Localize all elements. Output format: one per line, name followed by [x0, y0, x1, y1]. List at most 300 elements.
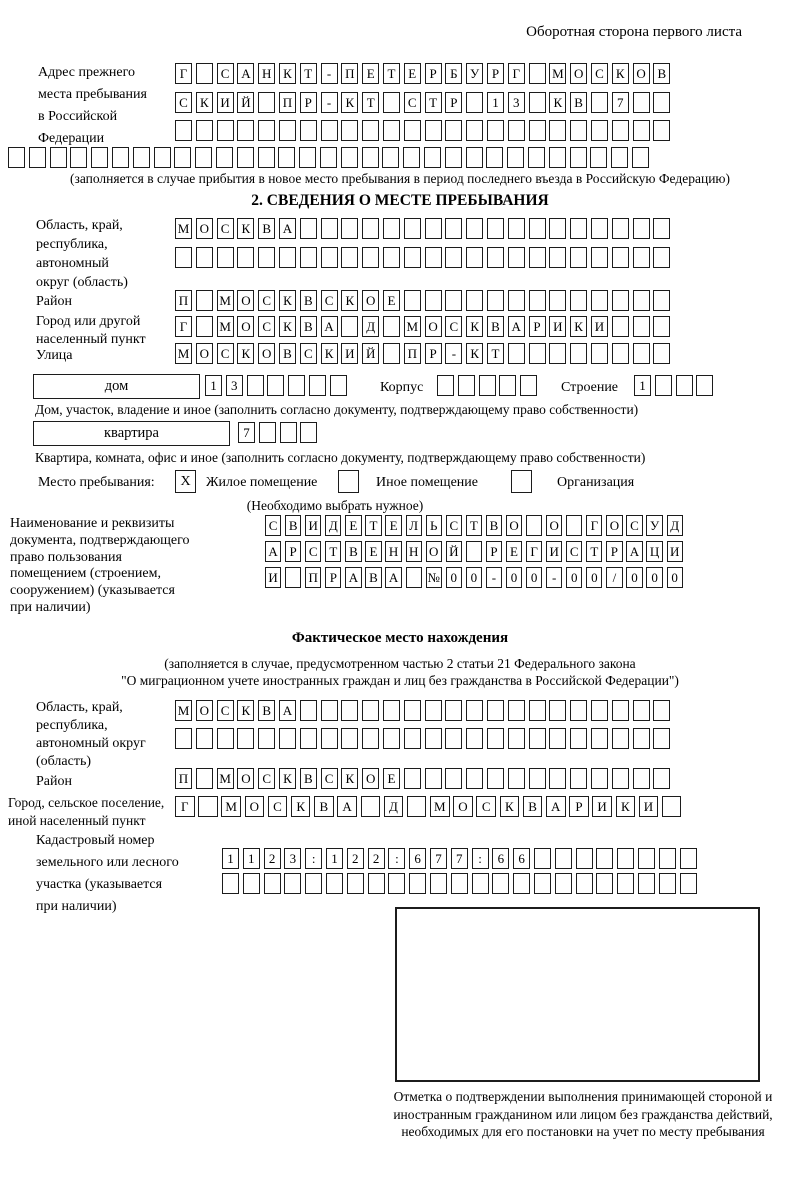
char-cell: 1 — [222, 848, 239, 869]
char-cell — [508, 700, 525, 721]
char-cell: К — [279, 290, 296, 311]
char-cell: Д — [325, 515, 341, 536]
char-cell — [596, 848, 613, 869]
cadastre-label-line: при наличии) — [36, 899, 117, 914]
char-cell — [513, 873, 530, 894]
char-cell — [368, 873, 385, 894]
char-cell — [549, 700, 566, 721]
char-cell: С — [476, 796, 496, 817]
char-cell: Е — [506, 541, 522, 562]
char-cell: Г — [586, 515, 602, 536]
char-cell — [633, 768, 650, 789]
char-cell — [508, 290, 525, 311]
doc-label-line: сооружением) (указывается — [10, 583, 175, 599]
char-cell — [29, 147, 46, 168]
char-cell — [611, 147, 628, 168]
char-cell — [258, 92, 275, 113]
char-cell: Е — [345, 515, 361, 536]
char-cell: С — [305, 541, 321, 562]
char-cell: 0 — [446, 567, 462, 588]
char-cell: М — [217, 316, 234, 337]
char-cell: 6 — [492, 848, 509, 869]
char-cell: О — [196, 700, 213, 721]
char-cell: Р — [425, 343, 442, 364]
prev-address-label-line: Адрес прежнего — [38, 65, 135, 80]
char-cell: К — [341, 768, 358, 789]
char-cell — [549, 343, 566, 364]
char-cell — [425, 728, 442, 749]
char-cell: Г — [526, 541, 542, 562]
char-cell: Т — [586, 541, 602, 562]
actual-region-label-line: республика, — [36, 718, 108, 733]
char-cell: 3 — [508, 92, 525, 113]
char-cell: К — [341, 290, 358, 311]
char-cell — [247, 375, 264, 396]
char-cell — [466, 247, 483, 268]
char-cell: : — [388, 848, 405, 869]
char-cell: В — [258, 218, 275, 239]
doc-row-3 — [265, 567, 687, 588]
char-cell — [487, 290, 504, 311]
char-cell: М — [217, 768, 234, 789]
char-cell — [570, 247, 587, 268]
char-cell — [445, 120, 462, 141]
char-cell: К — [196, 92, 213, 113]
char-cell: О — [362, 290, 379, 311]
char-cell — [570, 343, 587, 364]
char-cell — [570, 218, 587, 239]
char-cell: В — [279, 343, 296, 364]
char-cell — [662, 796, 682, 817]
actual-region-label — [36, 699, 146, 771]
char-cell — [196, 120, 213, 141]
char-cell: С — [445, 316, 462, 337]
char-cell — [466, 700, 483, 721]
char-cell: А — [279, 700, 296, 721]
char-cell — [487, 700, 504, 721]
checkbox-organization — [511, 470, 532, 493]
char-cell — [341, 728, 358, 749]
char-cell: С — [217, 218, 234, 239]
char-cell — [445, 700, 462, 721]
char-cell — [259, 422, 276, 443]
char-cell — [278, 147, 295, 168]
checkbox-mark: X — [180, 473, 191, 489]
char-cell: А — [508, 316, 525, 337]
char-cell: 0 — [526, 567, 542, 588]
cadastre-row-1 — [222, 848, 700, 869]
char-cell — [633, 218, 650, 239]
char-cell: С — [446, 515, 462, 536]
char-cell — [479, 375, 496, 396]
char-cell: О — [237, 316, 254, 337]
char-cell — [653, 218, 670, 239]
char-cell — [466, 218, 483, 239]
char-cell: Ц — [646, 541, 662, 562]
char-cell: С — [175, 92, 192, 113]
char-cell: 0 — [506, 567, 522, 588]
char-cell — [279, 120, 296, 141]
char-cell: 6 — [409, 848, 426, 869]
char-cell: Ь — [426, 515, 442, 536]
stay-type-label: Место пребывания: — [38, 475, 155, 490]
char-cell: С — [626, 515, 642, 536]
char-cell — [633, 247, 650, 268]
char-cell — [362, 728, 379, 749]
char-cell — [300, 422, 317, 443]
char-cell — [487, 218, 504, 239]
char-cell — [406, 567, 422, 588]
char-cell — [570, 290, 587, 311]
char-cell: / — [606, 567, 622, 588]
char-cell: 6 — [513, 848, 530, 869]
char-cell: К — [549, 92, 566, 113]
char-cell — [529, 728, 546, 749]
char-cell — [549, 768, 566, 789]
char-cell — [309, 375, 326, 396]
char-cell — [466, 768, 483, 789]
char-cell: А — [626, 541, 642, 562]
prev-address-row-4 — [8, 147, 653, 168]
char-cell: В — [314, 796, 334, 817]
actual-district-label: Район — [36, 774, 72, 789]
char-cell: С — [321, 290, 338, 311]
char-cell — [591, 343, 608, 364]
char-cell — [330, 375, 347, 396]
char-cell: Р — [606, 541, 622, 562]
char-cell — [217, 120, 234, 141]
stay-type-note: (Необходимо выбрать нужное) — [246, 498, 424, 513]
char-cell — [633, 316, 650, 337]
region-label-line: республика, — [36, 237, 108, 252]
char-cell: Л — [406, 515, 422, 536]
char-cell — [437, 375, 454, 396]
char-cell — [492, 873, 509, 894]
option-residential-premises-label: Жилое помещение — [206, 475, 318, 490]
char-cell — [596, 873, 613, 894]
char-cell: Й — [446, 541, 462, 562]
char-cell: С — [217, 700, 234, 721]
char-cell — [659, 873, 676, 894]
char-cell — [445, 218, 462, 239]
char-cell — [638, 848, 655, 869]
prev-address-row-2 — [175, 92, 674, 113]
char-cell: 3 — [284, 848, 301, 869]
char-cell — [576, 873, 593, 894]
char-cell: П — [305, 567, 321, 588]
char-cell — [653, 290, 670, 311]
char-cell: Т — [466, 515, 482, 536]
char-cell: К — [616, 796, 636, 817]
char-cell: С — [217, 63, 234, 84]
char-cell — [508, 768, 525, 789]
char-cell — [361, 796, 381, 817]
char-cell: С — [265, 515, 281, 536]
char-cell: П — [175, 768, 192, 789]
char-cell: М — [175, 700, 192, 721]
char-cell: Т — [383, 63, 400, 84]
char-cell: М — [175, 343, 192, 364]
char-cell: В — [570, 92, 587, 113]
district-row — [175, 290, 674, 311]
char-cell: И — [305, 515, 321, 536]
char-cell — [321, 700, 338, 721]
char-cell — [549, 218, 566, 239]
char-cell — [258, 120, 275, 141]
char-cell — [529, 92, 546, 113]
char-cell: К — [500, 796, 520, 817]
char-cell — [425, 290, 442, 311]
char-cell — [222, 873, 239, 894]
cadastre-row-2 — [222, 873, 700, 894]
char-cell: И — [592, 796, 612, 817]
char-cell: Н — [385, 541, 401, 562]
char-cell — [590, 147, 607, 168]
char-cell — [8, 147, 25, 168]
char-cell: В — [653, 63, 670, 84]
char-cell — [591, 768, 608, 789]
char-cell — [526, 515, 542, 536]
char-cell — [217, 728, 234, 749]
char-cell — [633, 290, 650, 311]
char-cell: О — [506, 515, 522, 536]
char-cell: В — [300, 316, 317, 337]
char-cell — [445, 247, 462, 268]
prev-address-note: (заполняется в случае прибытия в новое место пребывания в период последнего въезда в Российскую Федерацию) — [69, 171, 731, 186]
char-cell: А — [385, 567, 401, 588]
actual-location-title: Фактическое место нахождения — [291, 630, 509, 646]
char-cell — [300, 218, 317, 239]
char-cell — [321, 247, 338, 268]
char-cell: К — [612, 63, 629, 84]
char-cell: А — [345, 567, 361, 588]
char-cell: 7 — [451, 848, 468, 869]
char-cell — [466, 541, 482, 562]
prev-address-label-line: места пребывания — [38, 87, 147, 102]
actual-region-row-2 — [175, 728, 674, 749]
char-cell — [655, 375, 672, 396]
char-cell — [591, 247, 608, 268]
char-cell — [175, 728, 192, 749]
char-cell: К — [237, 218, 254, 239]
char-cell: Д — [384, 796, 404, 817]
char-cell — [696, 375, 713, 396]
char-cell — [632, 147, 649, 168]
char-cell: 2 — [347, 848, 364, 869]
char-cell — [383, 120, 400, 141]
char-cell: 0 — [667, 567, 683, 588]
char-cell — [237, 728, 254, 749]
char-cell — [404, 728, 421, 749]
char-cell — [570, 728, 587, 749]
char-cell: 2 — [368, 848, 385, 869]
char-cell — [591, 728, 608, 749]
char-cell — [425, 700, 442, 721]
char-cell: - — [486, 567, 502, 588]
doc-label-line: право пользования — [10, 549, 122, 565]
char-cell: К — [570, 316, 587, 337]
char-cell: Г — [175, 796, 195, 817]
char-cell — [175, 120, 192, 141]
actual-location-note-1: (заполняется в случае, предусмотренном частью 2 статьи 21 Федерального закона — [164, 656, 636, 671]
char-cell — [300, 700, 317, 721]
char-cell — [566, 515, 582, 536]
char-cell — [198, 796, 218, 817]
char-cell — [487, 768, 504, 789]
char-cell — [570, 147, 587, 168]
char-cell — [520, 375, 537, 396]
char-cell: А — [265, 541, 281, 562]
char-cell — [258, 247, 275, 268]
char-cell — [425, 218, 442, 239]
char-cell — [174, 147, 191, 168]
char-cell: А — [337, 796, 357, 817]
char-cell: Т — [487, 343, 504, 364]
char-cell — [529, 768, 546, 789]
char-cell — [508, 728, 525, 749]
char-cell — [425, 247, 442, 268]
char-cell — [404, 120, 421, 141]
char-cell — [507, 147, 524, 168]
char-cell: К — [466, 316, 483, 337]
char-cell: И — [639, 796, 659, 817]
char-cell — [424, 147, 441, 168]
char-cell — [466, 290, 483, 311]
char-cell — [383, 343, 400, 364]
char-cell — [409, 873, 426, 894]
char-cell: О — [570, 63, 587, 84]
char-cell — [403, 147, 420, 168]
char-cell: М — [549, 63, 566, 84]
prev-address-row-1 — [175, 63, 674, 84]
char-cell — [653, 316, 670, 337]
cadastre-label — [36, 830, 179, 918]
char-cell — [70, 147, 87, 168]
char-cell — [280, 422, 297, 443]
char-cell: К — [466, 343, 483, 364]
char-cell — [633, 728, 650, 749]
char-cell — [653, 768, 670, 789]
char-cell: С — [258, 316, 275, 337]
char-cell — [508, 218, 525, 239]
char-cell: Т — [365, 515, 381, 536]
apartment-box: квартира — [33, 421, 230, 446]
char-cell: К — [279, 768, 296, 789]
char-cell: Д — [667, 515, 683, 536]
checkbox-other-premises — [338, 470, 359, 493]
char-cell — [508, 247, 525, 268]
char-cell: Д — [362, 316, 379, 337]
char-cell — [458, 375, 475, 396]
char-cell — [258, 728, 275, 749]
char-cell: М — [221, 796, 241, 817]
actual-region-label-line: автономный округ — [36, 736, 146, 751]
apartment-note: Квартира, комната, офис и иное (заполнить согласно документу, подтверждающему право собственности) — [35, 450, 646, 465]
char-cell — [404, 218, 421, 239]
actual-region-label-line: (область) — [36, 754, 92, 769]
option-other-premises-label: Иное помещение — [376, 475, 478, 490]
char-cell: А — [279, 218, 296, 239]
char-cell — [264, 873, 281, 894]
char-cell: Р — [325, 567, 341, 588]
char-cell — [612, 218, 629, 239]
char-cell — [279, 728, 296, 749]
char-cell — [175, 247, 192, 268]
city-label — [36, 313, 146, 349]
char-cell — [576, 848, 593, 869]
city-row — [175, 316, 674, 337]
char-cell — [383, 247, 400, 268]
char-cell — [112, 147, 129, 168]
char-cell: Е — [365, 541, 381, 562]
char-cell: П — [404, 343, 421, 364]
char-cell — [549, 120, 566, 141]
region-label-line: округ (область) — [36, 275, 128, 290]
char-cell — [570, 768, 587, 789]
char-cell: - — [321, 92, 338, 113]
char-cell: М — [217, 290, 234, 311]
char-cell — [653, 700, 670, 721]
char-cell — [591, 290, 608, 311]
char-cell: 1 — [487, 92, 504, 113]
char-cell — [404, 247, 421, 268]
street-label: Улица — [36, 348, 73, 363]
char-cell — [612, 343, 629, 364]
doc-label-line: помещением (строением, — [10, 566, 161, 582]
char-cell: - — [321, 63, 338, 84]
doc-row-1 — [265, 515, 687, 536]
char-cell: 3 — [226, 375, 243, 396]
actual-region-row-1 — [175, 700, 674, 721]
option-organization-label: Организация — [557, 475, 635, 490]
char-cell — [237, 247, 254, 268]
char-cell — [216, 147, 233, 168]
char-cell — [487, 247, 504, 268]
char-cell — [653, 247, 670, 268]
char-cell: О — [453, 796, 473, 817]
char-cell: П — [279, 92, 296, 113]
char-cell — [91, 147, 108, 168]
char-cell: И — [549, 316, 566, 337]
city-label-line: населенный пункт — [36, 332, 146, 347]
apartment-row — [238, 422, 321, 443]
char-cell — [529, 63, 546, 84]
char-cell — [362, 247, 379, 268]
char-cell — [347, 873, 364, 894]
char-cell — [196, 247, 213, 268]
char-cell — [529, 247, 546, 268]
char-cell — [425, 120, 442, 141]
char-cell: С — [258, 290, 275, 311]
char-cell — [549, 290, 566, 311]
char-cell: С — [258, 768, 275, 789]
char-cell — [591, 92, 608, 113]
char-cell — [341, 120, 358, 141]
char-cell: К — [341, 92, 358, 113]
char-cell: 1 — [243, 848, 260, 869]
char-cell — [487, 120, 504, 141]
char-cell: Р — [486, 541, 502, 562]
char-cell: 0 — [646, 567, 662, 588]
char-cell: А — [237, 63, 254, 84]
stroenie-row — [634, 375, 717, 396]
region-label — [36, 216, 128, 292]
char-cell — [617, 848, 634, 869]
char-cell: И — [546, 541, 562, 562]
char-cell: С — [268, 796, 288, 817]
char-cell — [321, 218, 338, 239]
char-cell — [633, 92, 650, 113]
